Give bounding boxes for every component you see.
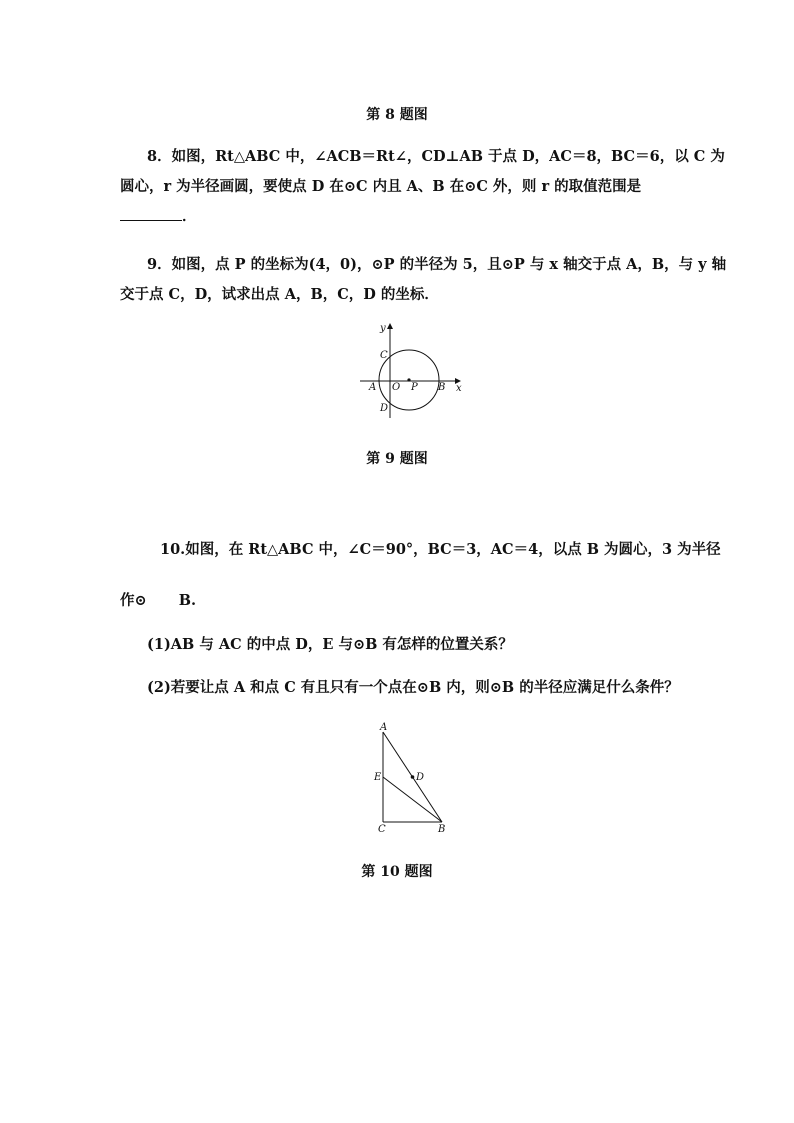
label-a: A <box>369 382 377 393</box>
label-e: E <box>374 772 382 783</box>
q8-line3 <box>120 202 197 232</box>
q10-line2-b: B. <box>178 592 197 609</box>
q10-sub2: (2)若要让点 A 和点 C 有且只有一个点在⊙B 内，则⊙B 的半径应满足什么条件？ <box>147 679 679 696</box>
fig10-caption: 第 10 题图 <box>361 864 433 880</box>
label-o: O <box>392 382 401 393</box>
label-d: D <box>416 772 425 783</box>
point-d <box>411 775 415 779</box>
q10-line2 <box>120 586 196 616</box>
label-x: x <box>456 383 462 394</box>
q10-line2-a: 作⊙ <box>120 592 147 609</box>
fig10-diagram <box>370 718 456 838</box>
label-a: A <box>380 722 388 733</box>
label-b: B <box>438 382 446 393</box>
label-d: D <box>380 403 389 414</box>
q9-line2: 交于点 C，D，试求出点 A，B，C，D 的坐标． <box>120 286 439 303</box>
label-y: y <box>380 323 386 334</box>
q10-line1: 10.如图，在 Rt△ABC 中，∠C＝90°，BC＝3，AC＝4，以点 B 为圆心，3 为半径 <box>160 541 721 558</box>
fig8-caption: 第 8 题图 <box>366 107 428 123</box>
q8-line3-end: ． <box>182 208 197 225</box>
fig9-diagram <box>352 318 468 422</box>
q8-line2: 圆心，r 为半径画圆，要使点 D 在⊙C 内且 A、B 在⊙C 外，则 r 的取值范围是 <box>120 178 642 195</box>
label-c: C <box>380 350 388 361</box>
q9-line1: 9．如图，点 P 的坐标为(4，0)，⊙P 的半径为 5，且⊙P 与 x 轴交于点 A，B，与 y 轴 <box>147 256 727 273</box>
label-p: P <box>411 382 418 393</box>
answer-blank <box>120 206 182 221</box>
fig9-caption: 第 9 题图 <box>366 451 428 467</box>
q10-sub1: (1)AB 与 AC 的中点 D，E 与⊙B 有怎样的位置关系？ <box>147 636 513 653</box>
segment-eb <box>383 777 442 822</box>
label-b: B <box>438 824 446 835</box>
label-c: C <box>378 824 386 835</box>
q8-line1: 8．如图，Rt△ABC 中，∠ACB＝Rt∠，CD⊥AB 于点 D，AC＝8，BC＝6，以 C 为 <box>147 148 725 165</box>
